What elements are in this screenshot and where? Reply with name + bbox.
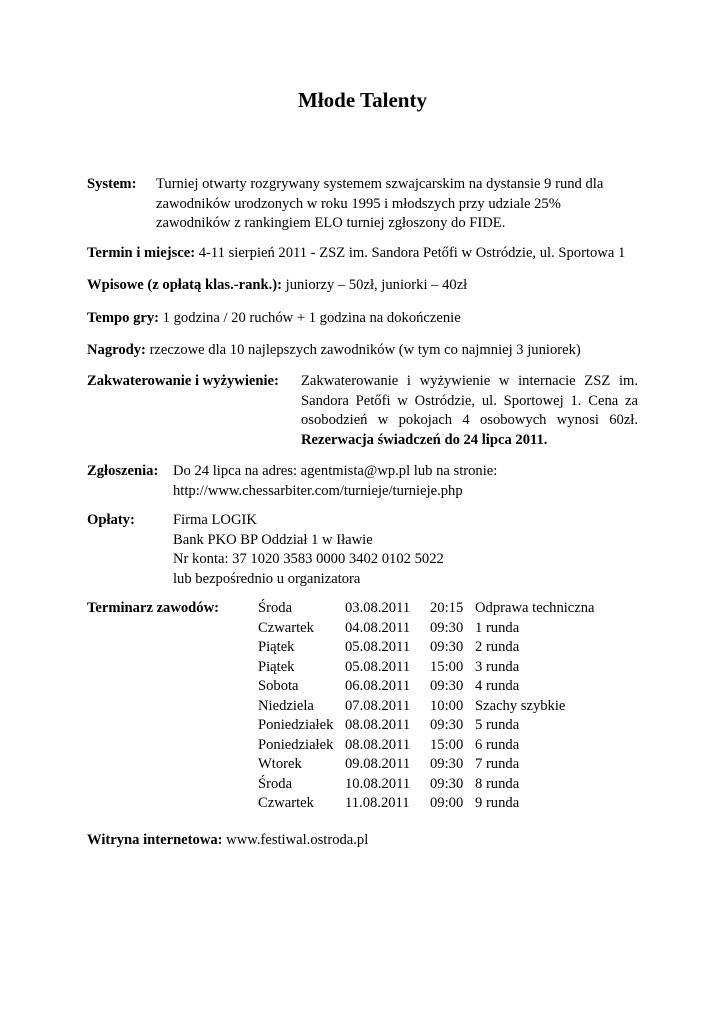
- tempo-label: Tempo gry:: [87, 310, 160, 326]
- system-section: [87, 175, 136, 195]
- witryna-link[interactable]: www.festiwal.ostroda.pl: [222, 832, 369, 848]
- schedule-day: Piątek: [258, 658, 295, 675]
- schedule-event: 4 runda: [475, 678, 520, 694]
- oplaty-line: lub bezpośrednio u organizatora: [173, 570, 361, 587]
- schedule-time: 09:30: [430, 756, 464, 772]
- schedule-event: 9 runda: [475, 795, 520, 811]
- witryna-label: Witryna internetowa:: [87, 832, 223, 848]
- schedule-time: 09:30: [430, 639, 464, 655]
- system-line: zawodników z rankingiem ELO turniej zgłoszony do FIDE.: [156, 215, 506, 231]
- schedule-event: 2 runda: [475, 639, 520, 655]
- zgloszenia-line: Do 24 lipca na adres: agentmista@wp.pl lub na stronie:: [173, 463, 498, 479]
- rezerwacja-note: Rezerwacja świadczeń do 24 lipca 2011.: [301, 431, 548, 448]
- schedule-date: 03.08.2011: [345, 600, 411, 616]
- termin-value: 4-11 sierpień 2011 - ZSZ im. Sandora Petőfi w Ostródzie, ul. Sportowa 1: [195, 245, 626, 261]
- zgloszenia-text: [173, 462, 497, 501]
- schedule-day: Czwartek: [258, 795, 314, 811]
- termin-label: Termin i miejsce:: [87, 245, 196, 261]
- system-label: System:: [87, 176, 137, 192]
- schedule-time: 09:30: [430, 678, 464, 694]
- witryna-section: [87, 831, 368, 851]
- system-text: [156, 175, 603, 234]
- schedule-day: Środa: [258, 775, 293, 792]
- oplaty-line: Firma LOGIK: [173, 512, 257, 528]
- schedule-event: 1 runda: [475, 619, 520, 636]
- schedule-time: 20:15: [430, 600, 464, 616]
- oplaty-section: [87, 511, 135, 531]
- schedule-day: Czwartek: [258, 619, 314, 636]
- page-title: Młode Talenty: [298, 88, 427, 112]
- wpisowe-value: juniorzy – 50zł, juniorki – 40zł: [282, 277, 468, 293]
- oplaty-label: Opłaty:: [87, 512, 135, 528]
- schedule-event: 7 runda: [475, 756, 520, 772]
- system-line: Turniej otwarty rozgrywany systemem szwajcarskim na dystansie 9 rund dla: [156, 176, 604, 192]
- schedule-time: 09:30: [430, 717, 464, 733]
- schedule-day: Niedziela: [258, 697, 314, 714]
- schedule-date: 11.08.2011: [345, 795, 410, 811]
- zgloszenia-line: http://www.chessarbiter.com/turnieje/turnieje.php: [173, 482, 463, 499]
- nagrody-section: [87, 341, 581, 361]
- nagrody-label: Nagrody:: [87, 342, 146, 358]
- tempo-value: 1 godzina / 20 ruchów + 1 godzina na dokończenie: [159, 310, 461, 326]
- schedule-event: 3 runda: [475, 658, 520, 675]
- zgloszenia-label: Zgłoszenia:: [87, 463, 159, 479]
- oplaty-text: [173, 511, 444, 589]
- schedule-time: 09:30: [430, 775, 464, 792]
- wpisowe-label: Wpisowe (z opłatą klas.-rank.):: [87, 277, 282, 293]
- schedule-day: Poniedziałek: [258, 736, 334, 753]
- terminarz-label: Terminarz zawodów:: [87, 600, 219, 616]
- schedule-date: 04.08.2011: [345, 619, 411, 636]
- termin-section: [87, 244, 625, 264]
- zakwaterowanie-body: Zakwaterowanie i wyżywienie w internacie ZSZ im. Sandora Petőfi w Ostródzie, ul. Sportowej 1. Cena za osobodzień w pokojach 4 osobowych wynosi 60zł.: [301, 373, 638, 428]
- schedule-date: 06.08.2011: [345, 678, 411, 694]
- zgloszenia-section: [87, 462, 158, 482]
- schedule-day: Sobota: [258, 678, 299, 694]
- nagrody-value: rzeczowe dla 10 najlepszych zawodników (w tym co najmniej 3 juniorek): [145, 342, 581, 358]
- zakwaterowanie-label: Zakwaterowanie i wyżywienie:: [87, 373, 279, 389]
- schedule-day: Środa: [258, 600, 293, 616]
- schedule-day: Poniedziałek: [258, 717, 334, 733]
- schedule-time: 15:00: [430, 736, 464, 753]
- schedule-date: 10.08.2011: [345, 775, 411, 792]
- schedule-date: 08.08.2011: [345, 736, 411, 753]
- schedule-time: 10:00: [430, 697, 464, 714]
- schedule-event: Odprawa techniczna: [475, 600, 595, 616]
- wpisowe-section: [87, 276, 467, 296]
- zakwaterowanie-section: [87, 372, 279, 392]
- schedule-event: 8 runda: [475, 775, 520, 792]
- zakwaterowanie-text: [301, 372, 638, 450]
- system-line: zawodników urodzonych w roku 1995 i młodszych przy udziale 25%: [156, 195, 561, 212]
- tempo-section: [87, 309, 461, 329]
- schedule-day: Piątek: [258, 639, 295, 655]
- schedule-time: 15:00: [430, 658, 464, 675]
- oplaty-line: Bank PKO BP Oddział 1 w Iławie: [173, 531, 373, 548]
- schedule-event: 5 runda: [475, 717, 520, 733]
- schedule-date: 08.08.2011: [345, 717, 411, 733]
- schedule-time: 09:00: [430, 795, 464, 811]
- terminarz-section: [87, 599, 219, 619]
- schedule-date: 05.08.2011: [345, 639, 411, 655]
- schedule-time: 09:30: [430, 619, 464, 636]
- schedule-date: 09.08.2011: [345, 756, 411, 772]
- oplaty-line: Nr konta: 37 1020 3583 0000 3402 0102 5022: [173, 551, 444, 567]
- schedule-date: 05.08.2011: [345, 658, 411, 675]
- schedule-day: Wtorek: [258, 756, 302, 772]
- schedule-event: 6 runda: [475, 736, 520, 753]
- schedule-event: Szachy szybkie: [475, 697, 566, 714]
- schedule-date: 07.08.2011: [345, 697, 411, 714]
